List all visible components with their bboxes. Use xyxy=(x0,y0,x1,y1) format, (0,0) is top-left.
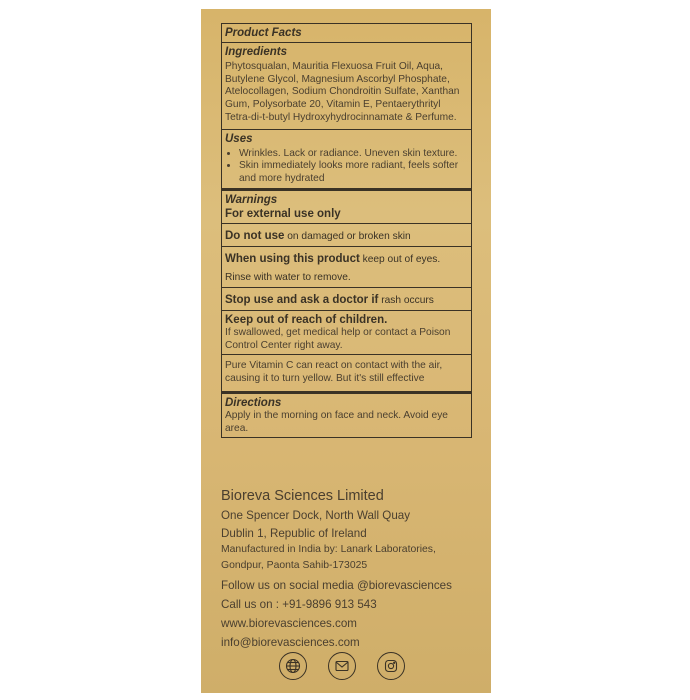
company-name: Bioreva Sciences Limited xyxy=(221,488,384,504)
address-line-2: Dublin 1, Republic of Ireland xyxy=(221,526,367,540)
do-not-use-row xyxy=(222,224,471,247)
ingredients-heading: Ingredients xyxy=(225,46,287,58)
when-using-row xyxy=(222,247,471,288)
uses-item: • Wrinkles. Lack or radiance. Uneven skin texture. xyxy=(239,148,468,161)
do-not-use-label: Do not use xyxy=(225,230,285,243)
facts-title: Product Facts xyxy=(225,27,302,39)
directions-heading: Directions xyxy=(225,396,282,409)
warnings-section xyxy=(222,191,471,224)
website-text: www.biorevasciences.com xyxy=(221,617,357,630)
product-facts-box xyxy=(221,23,472,438)
instagram-icon xyxy=(377,652,405,680)
product-panel xyxy=(201,9,491,693)
stop-use-text: rash occurs xyxy=(378,295,434,307)
uses-list xyxy=(225,148,468,186)
uses-section xyxy=(222,130,471,192)
directions-text: Apply in the morning on face and neck. Avoid eye area. xyxy=(225,409,448,434)
uses-item: • Skin immediately looks more radiant, feels softer and more hydrated xyxy=(239,160,468,185)
when-using-text: keep out of eyes. Rinse with water to remove. xyxy=(225,254,441,284)
manufacturer-text: Manufactured in India by: Lanark Laboratories, Gondpur, Paonta Sahib-173025 xyxy=(221,544,436,571)
vitamin-c-row xyxy=(222,355,471,393)
ingredients-section xyxy=(222,43,471,130)
uses-heading: Uses xyxy=(225,132,253,145)
social-icons xyxy=(279,652,405,680)
ingredients-text: Phytosqualan, Mauritia Flexuosa Fruit Oil, Aqua, Butylene Glycol, Magnesium Ascorbyl Phosphate, Atelocollagen, Sodium Chondroitin Sulfate, Xanthan Gum, Polysorbate 20, Vitamin E, Pentaerythrityl Tetra-di-t-butyl Hydroxyhydrocinnamate & Perfume. xyxy=(225,61,460,123)
when-using-label: When using this product xyxy=(225,253,360,266)
phone-text: Call us on : +91-9896 913 543 xyxy=(221,598,377,611)
vitamin-c-note: Pure Vitamin C can react on contact with the air, causing it to turn yellow. But it's still effective xyxy=(225,360,443,385)
warnings-heading: Warnings xyxy=(225,194,278,207)
directions-section xyxy=(222,394,471,437)
address-line-1: One Spencer Dock, North Wall Quay xyxy=(221,509,411,522)
social-text: Follow us on social media @biorevasciences xyxy=(221,579,452,592)
stop-use-row xyxy=(222,288,471,311)
external-use-text: For external use only xyxy=(225,208,341,221)
mail-icon xyxy=(328,652,356,680)
stop-use-label: Stop use and ask a doctor if xyxy=(225,294,379,307)
facts-title-row xyxy=(222,24,471,43)
company-info xyxy=(221,485,481,652)
globe-icon xyxy=(279,652,307,680)
keep-out-row xyxy=(222,311,471,355)
keep-out-label: Keep out of reach of children. xyxy=(225,314,388,327)
keep-out-text: If swallowed, get medical help or contact a Poison Control Center right away. xyxy=(225,327,451,351)
email-text: info@biorevasciences.com xyxy=(221,636,360,649)
do-not-use-text: on damaged or broken skin xyxy=(284,231,411,243)
